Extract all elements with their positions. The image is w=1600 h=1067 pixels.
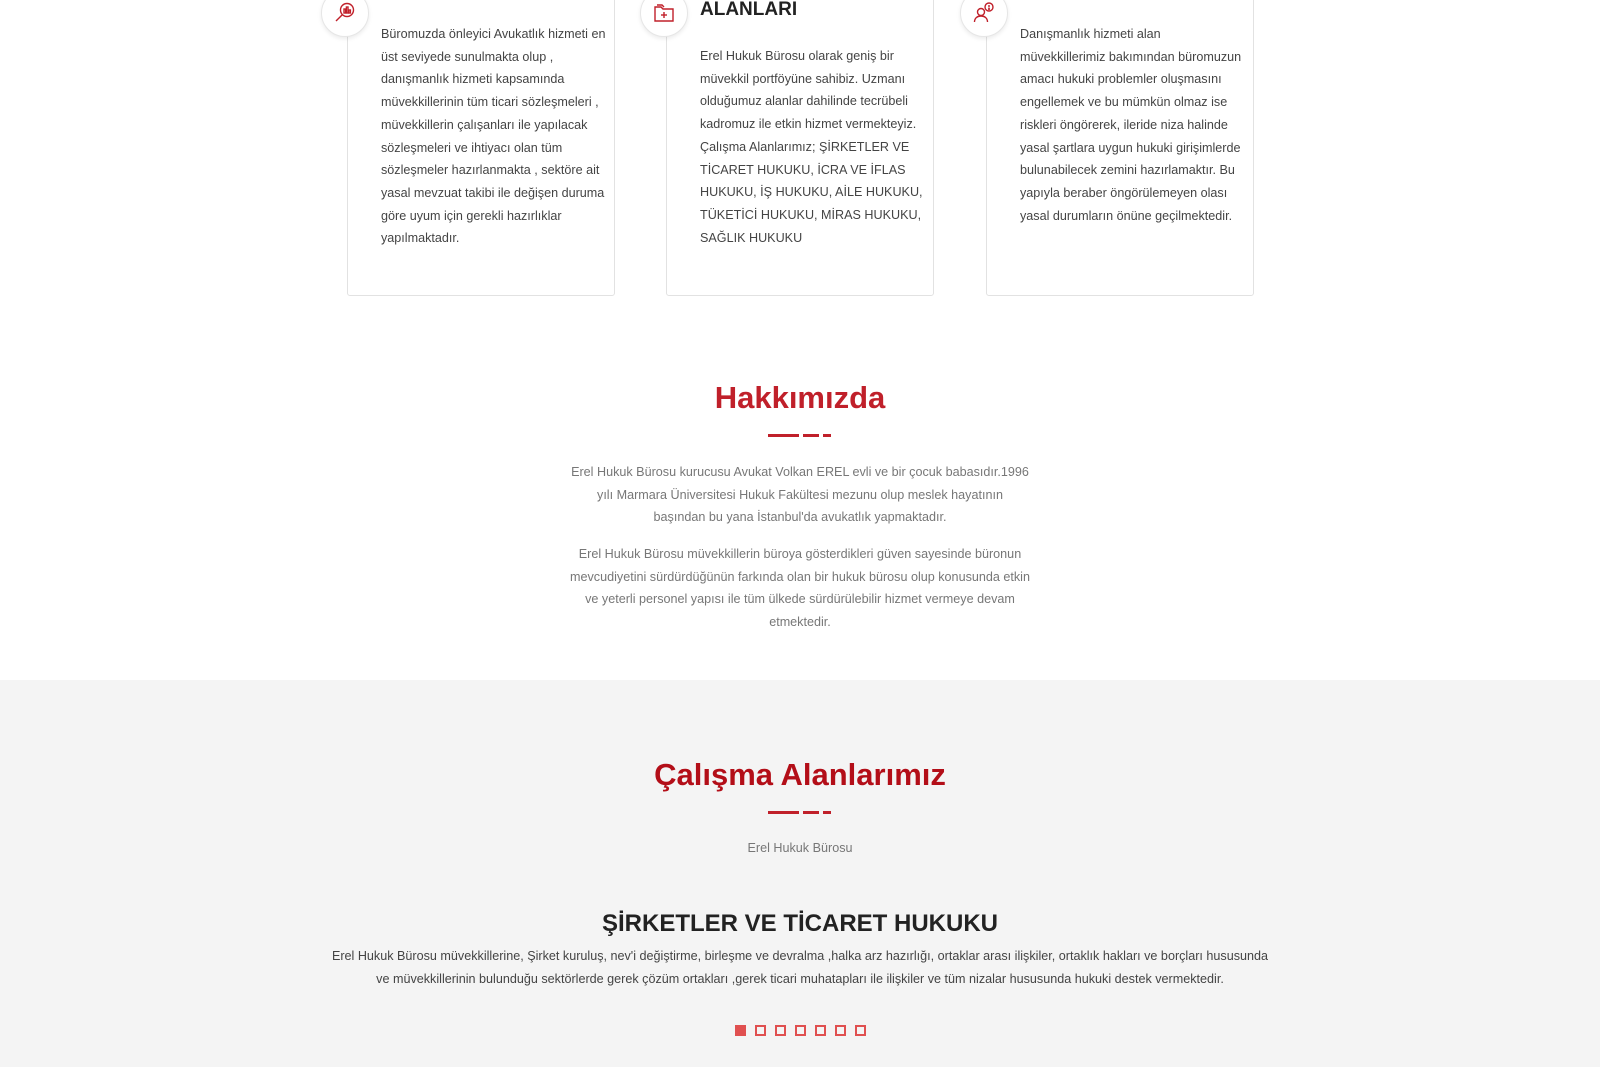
feature-card-practice-areas <box>666 0 934 296</box>
slider-dot-7[interactable] <box>855 1025 866 1036</box>
practice-divider <box>768 811 832 814</box>
practice-subtitle: Erel Hukuk Bürosu <box>747 841 853 855</box>
slider-dot-4[interactable] <box>795 1025 806 1036</box>
card-text: Erel Hukuk Bürosu olarak geniş bir müvekkil portföyüne sahibiz. Uzmanı olduğumuz alanlar dahilinde tecrübeli kadromuz ile etkin hizmet vermekteyiz. Çalışma Alanlarımız; ŞİRKETLER VE TİCARET HUKUKU, İCRA VE İFLAS HUKUKU, İŞ HUKUKU, AİLE HUKUKU, TÜKETİCİ HUKUKU, MİRAS HUKUKU, SAĞLIK HUKUKU <box>700 49 923 245</box>
about-paragraph: Erel Hukuk Bürosu müvekkillerin büroya gösterdikleri güven sayesinde büronun mevcudiyetini sürdürdüğünün farkında olan bir hukuk bürosu olup konusunda etkin ve yeterli personel yapısı ile tüm ülkede sürdürülebilir hizmet vermeye devam etmektedir. <box>570 547 1030 630</box>
card-text: Büromuzda önleyici Avukatlık hizmeti en üst seviyede sunulmakta olup , danışmanlık hizmeti kapsamında müvekkillerinin tüm ticari sözleşmeleri , müvekkillerin çalışanları ile yapılacak sözleşmeleri ve ihtiyacı olan tüm sözleşmeler hazırlanmakta , sektöre ait yasal mevzuat takibi ile değişen duruma göre uyum için gerekli hazırlıklar yapılmaktadır. <box>381 27 606 246</box>
slider-dot-6[interactable] <box>835 1025 846 1036</box>
folder-plus-icon <box>640 0 688 37</box>
about-paragraph: Erel Hukuk Bürosu kurucusu Avukat Volkan EREL evli ve bir çocuk babasıdır.1996 yılı Marmara Üniversitesi Hukuk Fakültesi mezunu olup meslek hayatının başından bu yana İstanbul'da avukatlık yapmaktadır. <box>571 465 1029 525</box>
slide-text: Erel Hukuk Bürosu müvekkillerine, Şirket kuruluş, nev'i değiştirme, birleşme ve devralma ,halka arz hazırlığı, ortaklar arası ilişkiler, ortaklık hakları ve borçları hususunda ve müvekkillerinin bulunduğu sektörlerde gerek çözüm ortakları ,gerek ticari muhatapları ile ilişkiler ve tüm nizalar hususunda hukuki destek vermektedir. <box>331 949 1269 986</box>
slider-dot-5[interactable] <box>815 1025 826 1036</box>
about-divider <box>768 434 832 437</box>
user-chat-icon <box>960 0 1008 37</box>
practice-areas-section <box>0 680 1600 1067</box>
slider-dot-3[interactable] <box>775 1025 786 1036</box>
about-title: Hakkımızda <box>714 380 886 415</box>
slider-dot-2[interactable] <box>755 1025 766 1036</box>
feature-card-consulting <box>347 0 615 296</box>
slide-title: ŞİRKETLER VE TİCARET HUKUKU <box>601 910 998 937</box>
slider-dot-1[interactable] <box>735 1025 746 1036</box>
practice-title: Çalışma Alanlarımız <box>654 757 946 792</box>
card-text: Danışmanlık hizmeti alan müvekkillerimiz bakımından büromuzun amacı hukuki problemler oluşmasını engellemek ve bu mümkün olmaz ise riskleri öngörerek, ileride niza halinde yasal şartlara uygun hukuki girişimlerde bulunabilecek zemini hazırlamaktır. Bu yapıyla beraber öngörülemeyen olası yasal durumların önüne geçilmektedir. <box>1020 27 1242 223</box>
card-title: ALANLARI <box>700 0 798 20</box>
feature-card-client <box>986 0 1254 296</box>
search-chart-icon <box>321 0 369 37</box>
